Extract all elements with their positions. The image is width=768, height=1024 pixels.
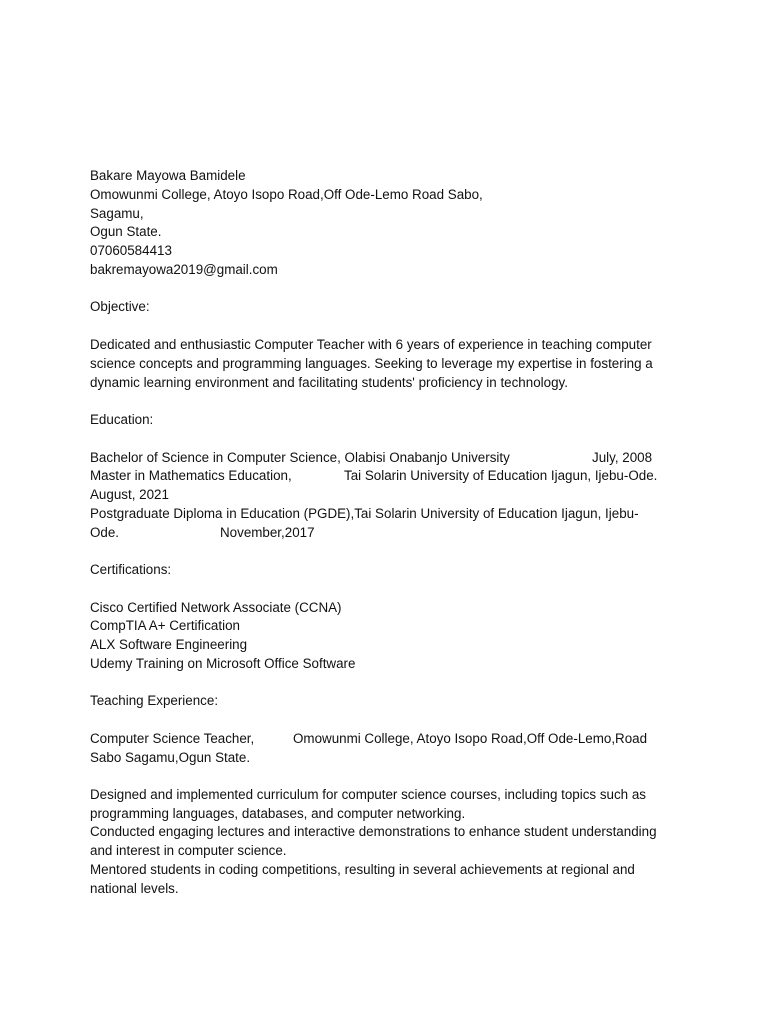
education-pgde-date: November,2017 bbox=[220, 525, 315, 540]
education-masters-degree: Master in Mathematics Education, bbox=[90, 468, 292, 483]
experience-employer: Omowunmi College, Atoyo Isopo Road,Off Ode-Lemo,Road bbox=[293, 731, 648, 746]
experience-role: Computer Science Teacher, bbox=[90, 731, 255, 746]
certification-item: Udemy Training on Microsoft Office Software bbox=[90, 656, 356, 671]
certification-item: Cisco Certified Network Associate (CCNA) bbox=[90, 600, 342, 615]
experience-detail-line: Mentored students in coding competitions, resulting in several achievements at regional and bbox=[90, 862, 635, 877]
address-line-2: Sagamu, bbox=[90, 206, 144, 221]
experience-detail-line: programming languages, databases, and computer networking. bbox=[90, 806, 466, 821]
education-bsc-date: July, 2008 bbox=[592, 450, 653, 465]
education-bsc-text: Bachelor of Science in Computer Science, Olabisi Onabanjo University bbox=[90, 450, 510, 465]
education-masters-date: August, 2021 bbox=[90, 487, 169, 502]
education-heading: Education: bbox=[90, 412, 154, 427]
certifications-heading: Certifications: bbox=[90, 562, 172, 577]
address-line-1: Omowunmi College, Atoyo Isopo Road,Off Ode-Lemo Road Sabo, bbox=[90, 187, 483, 202]
certification-item: ALX Software Engineering bbox=[90, 637, 248, 652]
experience-detail-line: Designed and implemented curriculum for computer science courses, including topics such as bbox=[90, 787, 646, 802]
education-pgde-line: Ode. bbox=[90, 525, 120, 540]
objective-heading: Objective: bbox=[90, 299, 150, 314]
education-masters-institution: Tai Solarin University of Education Ijagun, Ijebu-Ode. bbox=[344, 468, 658, 483]
objective-line: science concepts and programming languages. Seeking to leverage my expertise in fostering a bbox=[90, 356, 653, 371]
experience-detail-line: Conducted engaging lectures and interactive demonstrations to enhance student understanding bbox=[90, 824, 657, 839]
certification-item: CompTIA A+ Certification bbox=[90, 618, 240, 633]
candidate-name: Bakare Mayowa Bamidele bbox=[90, 168, 246, 183]
email-address: bakremayowa2019@gmail.com bbox=[90, 262, 278, 277]
address-line-3: Ogun State. bbox=[90, 224, 162, 239]
education-pgde-line: Postgraduate Diploma in Education (PGDE),Tai Solarin University of Education Ijagun, Ijebu- bbox=[90, 506, 639, 521]
experience-detail-line: and interest in computer science. bbox=[90, 843, 287, 858]
objective-line: dynamic learning environment and facilitating students' proficiency in technology. bbox=[90, 375, 568, 390]
experience-employer-location: Sabo Sagamu,Ogun State. bbox=[90, 750, 251, 765]
experience-detail-line: national levels. bbox=[90, 881, 179, 896]
objective-line: Dedicated and enthusiastic Computer Teacher with 6 years of experience in teaching computer bbox=[90, 337, 652, 352]
phone-number: 07060584413 bbox=[90, 243, 172, 258]
experience-heading: Teaching Experience: bbox=[90, 693, 219, 708]
